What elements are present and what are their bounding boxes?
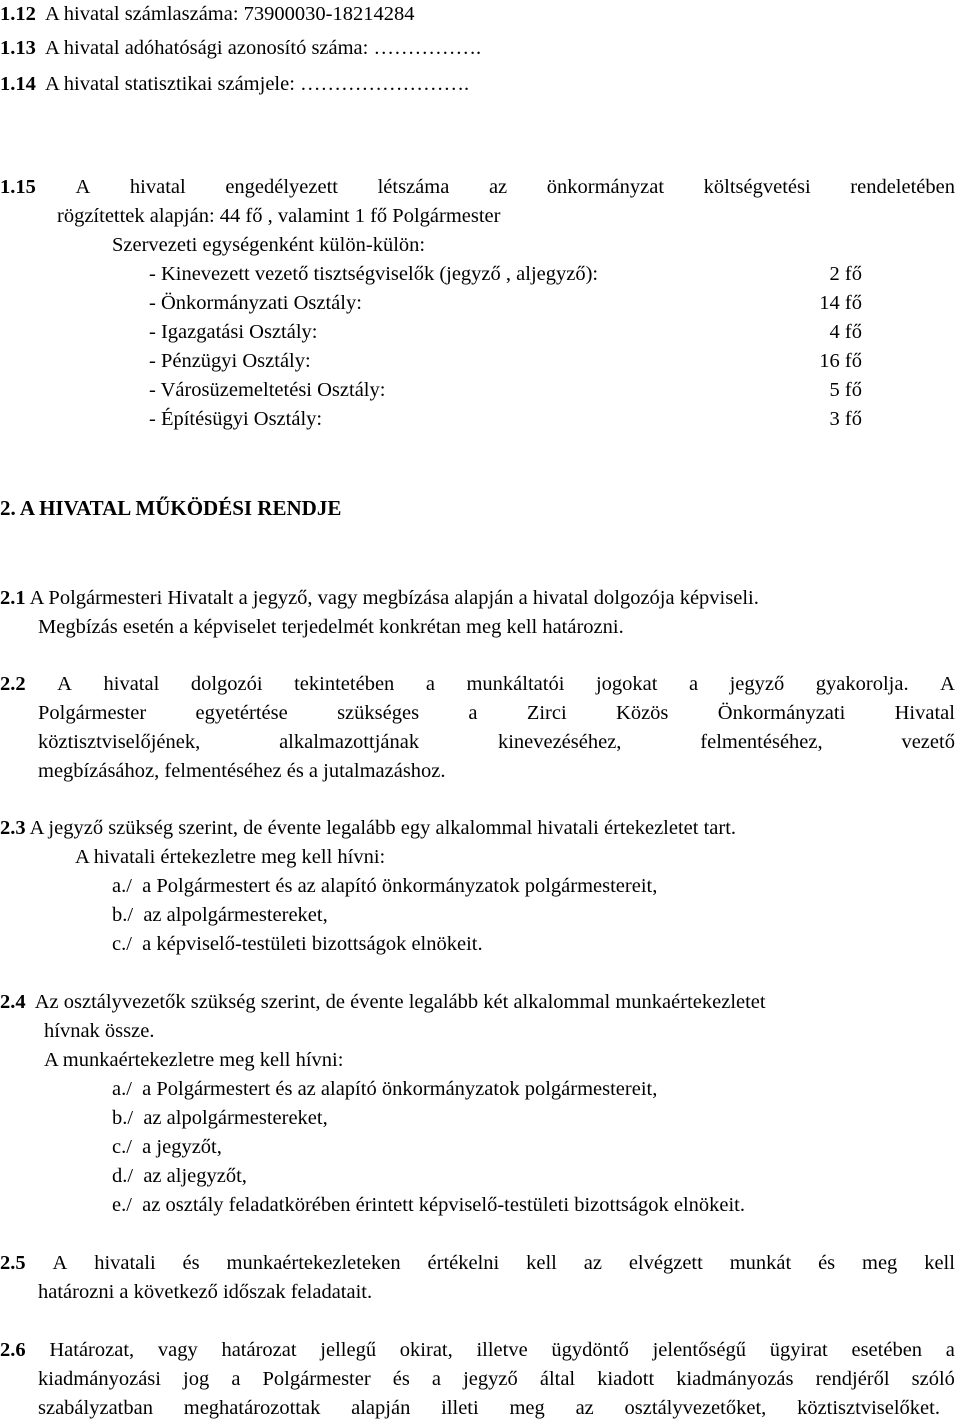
- section-heading: 2. A HIVATAL MŰKÖDÉSI RENDJE: [0, 496, 342, 520]
- list-item: [112, 872, 657, 900]
- word: a: [688, 673, 699, 695]
- word: gyakorolja.: [815, 673, 909, 695]
- department-count: 16 fő: [819, 350, 862, 372]
- word: munkát: [729, 1252, 792, 1274]
- word: értékelni: [427, 1252, 500, 1274]
- p25-line1: [0, 1249, 955, 1277]
- word: munkaértekezleteken: [226, 1252, 401, 1274]
- department-count: 4 fő: [829, 321, 862, 343]
- p24-line2: hívnak össze.: [44, 1020, 155, 1042]
- word: szabályzatban: [38, 1397, 153, 1419]
- p24-line1: [0, 988, 766, 1016]
- word: ügydöntő: [551, 1339, 629, 1361]
- word: engedélyezett: [225, 176, 338, 198]
- list-label: b./: [112, 1107, 134, 1129]
- word: az: [488, 176, 508, 198]
- department-count: 3 fő: [829, 408, 862, 430]
- line-1-13: [0, 34, 481, 62]
- list-label: c./: [112, 933, 132, 955]
- word: A: [940, 673, 955, 695]
- word: kinevezéséhez,: [497, 731, 622, 753]
- word: A: [57, 673, 72, 695]
- list-text: az alpolgármestereket,: [143, 904, 328, 926]
- word: Közös: [616, 702, 669, 724]
- word: elvégzett: [628, 1252, 703, 1274]
- paragraph-text: A Polgármesteri Hivatalt a jegyző, vagy megbízása alapján a hivatal dolgozója képviseli.: [29, 587, 759, 609]
- word: kiadmányozás: [676, 1368, 794, 1390]
- word: az: [575, 1397, 594, 1419]
- word: az: [583, 1252, 602, 1274]
- item-number: 1.14: [0, 73, 36, 95]
- word: kiadmányozási: [38, 1368, 161, 1390]
- word: a: [231, 1368, 241, 1390]
- word: jegyző: [729, 673, 785, 695]
- list-item: [112, 1104, 328, 1132]
- word: A: [75, 176, 91, 198]
- department-name: - Pénzügyi Osztály:: [149, 350, 311, 372]
- item-number: 2.4: [0, 991, 26, 1013]
- word: köztisztviselőket.: [797, 1397, 940, 1419]
- word: határozat: [221, 1339, 297, 1361]
- paragraph-text: Az osztályvezetők szükség szerint, de évente legalább két alkalommal munkaértekezletet: [34, 991, 766, 1013]
- list-text: az osztály feladatkörében érintett képviselő-testületi bizottságok elnökeit.: [142, 1194, 745, 1216]
- department-name: - Igazgatási Osztály:: [149, 321, 318, 343]
- word: hivatal: [129, 176, 186, 198]
- word: ügyirat: [769, 1339, 828, 1361]
- staff-count-line: rögzítettek alapján: 44 fő , valamint 1 fő Polgármester: [57, 205, 501, 227]
- word: a: [431, 1368, 442, 1390]
- word: tekintetében: [294, 673, 395, 695]
- p23-line1: [0, 814, 736, 842]
- word: szükséges: [337, 702, 420, 724]
- list-item: [112, 901, 328, 929]
- list-text: az aljegyzőt,: [143, 1165, 247, 1187]
- item-number: 2.5: [0, 1252, 26, 1274]
- word: jellegű: [320, 1339, 377, 1361]
- p21-line1: [0, 584, 759, 612]
- word: és: [392, 1368, 410, 1390]
- p26-line2: [38, 1365, 955, 1393]
- word: vezető: [901, 731, 955, 753]
- word: Határozat,: [49, 1339, 135, 1361]
- list-label: c./: [112, 1136, 132, 1158]
- line-1-12: [0, 0, 415, 28]
- word: illeti: [441, 1397, 479, 1419]
- word: kell: [526, 1252, 557, 1274]
- list-text: a Polgármestert és az alapító önkormányzatok polgármestereit,: [142, 1078, 658, 1100]
- word: a: [425, 673, 435, 695]
- p23-line2: A hivatali értekezletre meg kell hívni:: [75, 846, 386, 868]
- line-1-14: [0, 70, 469, 98]
- word: rendeletében: [850, 176, 955, 198]
- department-count: 5 fő: [829, 379, 862, 401]
- list-text: a képviselő-testületi bizottságok elnökeit.: [142, 933, 483, 955]
- list-label: a./: [112, 875, 132, 897]
- item-number: 2.1: [0, 587, 26, 609]
- word: jogokat: [595, 673, 658, 695]
- word: és: [818, 1252, 836, 1274]
- word: köztisztviselőjének,: [38, 731, 201, 753]
- word: Hivatal: [894, 702, 955, 724]
- list-item: [112, 1162, 247, 1190]
- word: Polgármester: [262, 1368, 371, 1390]
- item-number: 1.13: [0, 37, 36, 59]
- list-item: [112, 1133, 222, 1161]
- word: jog: [183, 1368, 210, 1390]
- word: munkáltatói: [466, 673, 565, 695]
- account-number-text: A hivatal számlaszáma: 73900030-18214284: [45, 3, 415, 25]
- word: meg: [862, 1252, 898, 1274]
- word: alkalmazottjának: [279, 731, 420, 753]
- word: okirat,: [399, 1339, 453, 1361]
- word: a: [945, 1339, 955, 1361]
- tax-id-text: A hivatal adóhatósági azonosító száma: …………….: [45, 37, 482, 59]
- item-number: 1.12: [0, 3, 36, 25]
- word: egyetértése: [195, 702, 288, 724]
- line-1-15-first: [0, 173, 955, 201]
- word: meghatározottak: [183, 1397, 321, 1419]
- word: Polgármester: [38, 702, 147, 724]
- p24-line3: A munkaértekezletre meg kell hívni:: [44, 1049, 344, 1071]
- department-name: - Önkormányzati Osztály:: [149, 292, 362, 314]
- item-number: 2.6: [0, 1339, 26, 1361]
- p22-line3: [38, 728, 955, 756]
- word: jelentőségű: [652, 1339, 746, 1361]
- word: kiadott: [597, 1368, 655, 1390]
- word: a: [468, 702, 478, 724]
- item-number: 2.2: [0, 673, 26, 695]
- word: felmentéséhez,: [700, 731, 823, 753]
- word: A: [52, 1252, 68, 1274]
- p26-line1: [0, 1336, 955, 1364]
- word: meg: [509, 1397, 545, 1419]
- list-label: d./: [112, 1165, 134, 1187]
- word: vagy: [157, 1339, 198, 1361]
- list-item: [112, 1075, 657, 1103]
- list-text: a Polgármestert és az alapító önkormányzatok polgármestereit,: [142, 875, 658, 897]
- item-number: 2.3: [0, 817, 26, 839]
- list-label: e./: [112, 1194, 132, 1216]
- word: dolgozói: [190, 673, 263, 695]
- word: és: [182, 1252, 200, 1274]
- p22-line1: [0, 670, 955, 698]
- paragraph-text: A jegyző szükség szerint, de évente legalább egy alkalommal hivatali értekezletet tart.: [29, 817, 737, 839]
- word: illetve: [476, 1339, 528, 1361]
- word: szóló: [911, 1368, 955, 1390]
- word: hivatal: [103, 673, 160, 695]
- word: Zirci: [526, 702, 567, 724]
- word: létszáma: [377, 176, 450, 198]
- department-name: - Építésügyi Osztály:: [149, 408, 323, 430]
- word: rendjéről: [815, 1368, 890, 1390]
- word: által: [539, 1368, 576, 1390]
- department-name: - Városüzemeltetési Osztály:: [149, 379, 386, 401]
- word: esetében: [851, 1339, 923, 1361]
- department-name: - Kinevezett vezető tisztségviselők (jegyző , aljegyző):: [149, 263, 599, 285]
- p22-line2: [38, 699, 955, 727]
- word: kell: [924, 1252, 955, 1274]
- list-item: [112, 930, 483, 958]
- p22-line4: megbízásához, felmentéséhez és a jutalmazáshoz.: [38, 760, 446, 782]
- list-label: a./: [112, 1078, 132, 1100]
- word: hivatali: [94, 1252, 156, 1274]
- p21-line2: Megbízás esetén a képviselet terjedelmét konkrétan meg kell határozni.: [38, 616, 624, 638]
- statistical-code-text: A hivatal statisztikai számjele: …………………….: [45, 73, 470, 95]
- word: költségvetési: [703, 176, 811, 198]
- word: osztályvezetőket,: [624, 1397, 767, 1419]
- list-text: a jegyzőt,: [142, 1136, 222, 1158]
- word: Önkormányzati: [717, 702, 846, 724]
- list-label: b./: [112, 904, 134, 926]
- p26-line3: [38, 1394, 940, 1422]
- department-count: 14 fő: [819, 292, 862, 314]
- word: önkormányzat: [546, 176, 665, 198]
- department-count: 2 fő: [829, 263, 862, 285]
- list-item: [112, 1191, 745, 1219]
- item-number: 1.15: [0, 176, 36, 198]
- word: jegyző: [463, 1368, 518, 1390]
- word: alapján: [351, 1397, 411, 1419]
- p25-line2: határozni a következő időszak feladatait.: [38, 1281, 373, 1303]
- list-text: az alpolgármestereket,: [143, 1107, 328, 1129]
- units-intro-line: Szervezeti egységenként külön-külön:: [112, 234, 426, 256]
